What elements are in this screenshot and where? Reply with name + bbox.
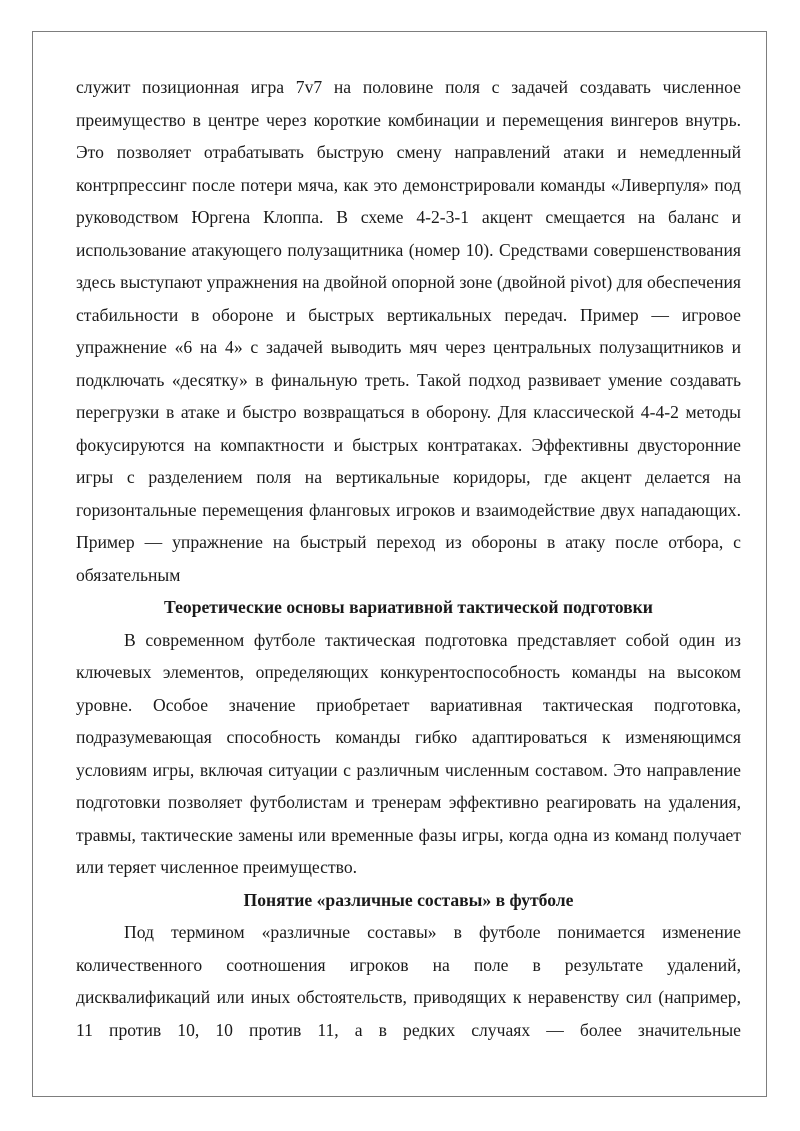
body-paragraph: служит позиционная игра 7v7 на половине поля с задачей создавать численное преимущество в центре через короткие комбинации и перемещения вингеров внутрь. Это позволяет отрабатывать быструю смену направлений атаки и немедленный контрпрессинг после потери мяча, как это демонстрировали команды «Ливерпуля» под руководством Юргена Клоппа. В схеме 4-2-3-1 акцент смещается на баланс и использование атакующего полузащитника (номер 10). Средствами совершенствования здесь выступают упражнения на двойной опорной зоне (двойной pivot) для обеспечения стабильности в обороне и быстрых вертикальных передач. Пример — игровое упражнение «6 на 4» с задачей выводить мяч через центральных полузащитников и подключать «десятку» в финальную треть. Такой подход развивает умение создавать перегрузки в атаке и быстро возвращаться в оборону. Для классической 4-4-2 методы фокусируются на компактности и быстрых контратаках. Эффективны двусторонние игры с разделением поля на вертикальные коридоры, где акцент делается на горизонтальные перемещения фланговых игроков и взаимодействие двух нападающих. Пример — упражнение на быстрый переход из обороны в атаку после отбора, с обязательным xyxy=(76,77,741,585)
body-paragraph: В современном футболе тактическая подготовка представляет собой один из ключевых элементов, определяющих конкурентоспособность команды на высоком уровне. Особое значение приобретает вариативная тактическая подготовка, подразумевающая способность команды гибко адаптироваться к изменяющимся условиям игры, включая ситуации с различным численным составом. Это направление подготовки позволяет футболистам и тренерам эффективно реагировать на удаления, травмы, тактические замены или временные фазы игры, когда одна из команд получает или теряет численное преимущество. xyxy=(76,629,741,877)
section-heading: Теоретические основы вариативной тактической подготовки xyxy=(164,597,653,617)
body-paragraph: Под термином «различные составы» в футболе понимается изменение количественного соотношения игроков на поле в результате удалений, дисквалификаций или иных обстоятельств, приводящих к неравенству сил (например, 11 против 10, 10 против 11, а в редких случаях — более значительные xyxy=(76,922,741,1040)
document-body xyxy=(76,71,741,1046)
section-heading: Понятие «различные составы» в футболе xyxy=(243,889,574,910)
